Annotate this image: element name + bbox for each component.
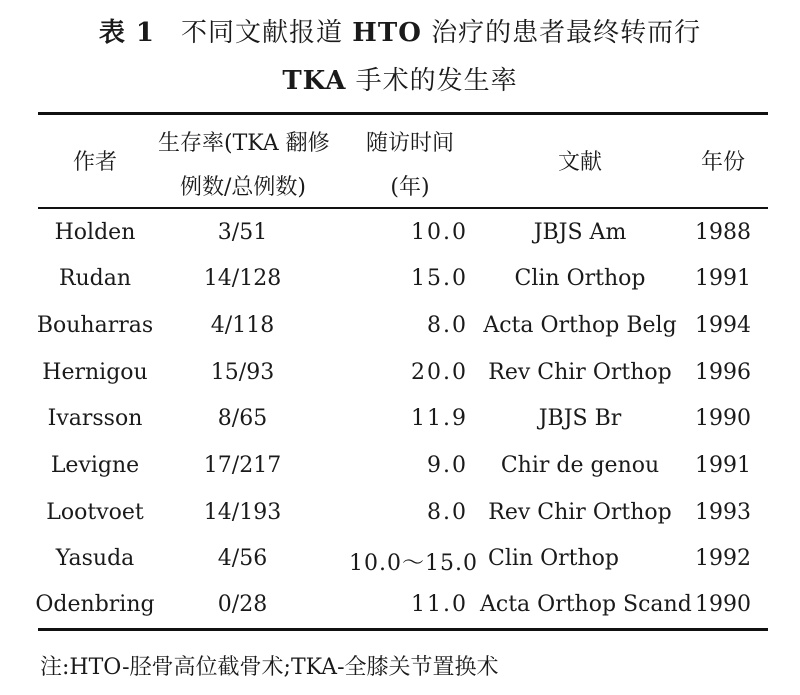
cell-follow-up: 9.0 bbox=[427, 453, 468, 478]
cell-year: 1996 bbox=[695, 360, 751, 385]
cell-year: 1994 bbox=[695, 313, 751, 338]
header-journal: 文献 bbox=[557, 150, 602, 175]
table-bottom-rule bbox=[38, 628, 768, 631]
cell-journal: Rev Chir Orthop bbox=[488, 360, 672, 385]
table-row bbox=[0, 406, 800, 452]
cell-author: Rudan bbox=[58, 266, 132, 291]
cell-journal: JBJS Br bbox=[538, 406, 622, 431]
table-row bbox=[0, 220, 800, 266]
title-text-part3: 手术的发生率 bbox=[346, 66, 518, 96]
table-title bbox=[0, 12, 800, 49]
cell-journal: JBJS Am bbox=[533, 220, 627, 245]
title-abbrev-tka: TKA bbox=[282, 66, 347, 96]
cell-author: Levigne bbox=[50, 453, 140, 478]
table-row bbox=[0, 360, 800, 406]
cell-ratio: 3/51 bbox=[217, 220, 268, 245]
header-follow-line1: 随访时间 bbox=[365, 131, 454, 156]
cell-year: 1991 bbox=[695, 266, 751, 291]
cell-ratio: 17/217 bbox=[203, 453, 282, 478]
cell-year: 1991 bbox=[695, 453, 751, 478]
cell-follow-up: 20.0 bbox=[411, 360, 468, 385]
cell-follow-up: 11.0 bbox=[411, 592, 468, 617]
table-number: 表 1 bbox=[98, 18, 156, 48]
cell-journal: Acta Orthop Scand bbox=[480, 592, 692, 617]
cell-journal: Clin Orthop bbox=[488, 546, 619, 571]
cell-follow-up: 10.0 bbox=[411, 220, 468, 245]
cell-author: Yasuda bbox=[55, 546, 135, 571]
cell-ratio: 14/193 bbox=[203, 500, 282, 525]
cell-journal: Acta Orthop Belg bbox=[483, 313, 677, 338]
cell-year: 1993 bbox=[695, 500, 751, 525]
table-footnote: 注:HTO-胫骨高位截骨术;TKA-全膝关节置换术 bbox=[40, 655, 499, 680]
cell-follow-up: 8.0 bbox=[427, 313, 468, 338]
cell-ratio: 0/28 bbox=[217, 592, 268, 617]
cell-journal: Clin Orthop bbox=[514, 266, 646, 291]
table-row bbox=[0, 500, 800, 546]
header-ratio-line2: 例数/总例数) bbox=[180, 175, 306, 200]
cell-year: 1992 bbox=[695, 546, 751, 571]
cell-author: Bouharras bbox=[36, 313, 154, 338]
table-row bbox=[0, 592, 800, 638]
cell-ratio: 8/65 bbox=[217, 406, 268, 431]
cell-author: Odenbring bbox=[35, 592, 155, 617]
cell-ratio: 4/56 bbox=[217, 546, 268, 571]
title-text-part1: 不同文献报道 bbox=[181, 18, 353, 48]
title-text-part2: 治疗的患者最终转而行 bbox=[421, 18, 702, 48]
table-top-rule bbox=[38, 112, 768, 115]
cell-journal: Rev Chir Orthop bbox=[488, 500, 672, 525]
header-author: 作者 bbox=[72, 150, 117, 175]
cell-ratio: 14/128 bbox=[203, 266, 282, 291]
cell-ratio: 4/118 bbox=[210, 313, 275, 338]
cell-year: 1990 bbox=[695, 592, 751, 617]
cell-follow-up: 8.0 bbox=[427, 500, 468, 525]
cell-year: 1990 bbox=[695, 406, 751, 431]
cell-follow-up: 11.9 bbox=[411, 406, 468, 431]
cell-author: Holden bbox=[54, 220, 136, 245]
table-header-rule bbox=[38, 207, 768, 209]
header-follow-line2: (年) bbox=[390, 175, 430, 200]
table-row bbox=[0, 546, 800, 592]
table-title-line2 bbox=[0, 60, 800, 97]
cell-author: Ivarsson bbox=[47, 406, 143, 431]
cell-journal: Chir de genou bbox=[500, 453, 660, 478]
cell-author: Hernigou bbox=[42, 360, 148, 385]
cell-follow-up: 15.0 bbox=[411, 266, 468, 291]
header-ratio-line1: 生存率(TKA 翻修 bbox=[158, 131, 330, 156]
cell-author: Lootvoet bbox=[46, 500, 144, 525]
table-row bbox=[0, 266, 800, 312]
cell-ratio: 15/93 bbox=[210, 360, 275, 385]
table-row bbox=[0, 313, 800, 359]
cell-year: 1988 bbox=[695, 220, 751, 245]
header-year: 年份 bbox=[700, 150, 745, 175]
title-abbrev-hto: HTO bbox=[352, 18, 422, 48]
cell-follow-up: 10.0～15.0 bbox=[349, 551, 478, 576]
table-row bbox=[0, 453, 800, 499]
